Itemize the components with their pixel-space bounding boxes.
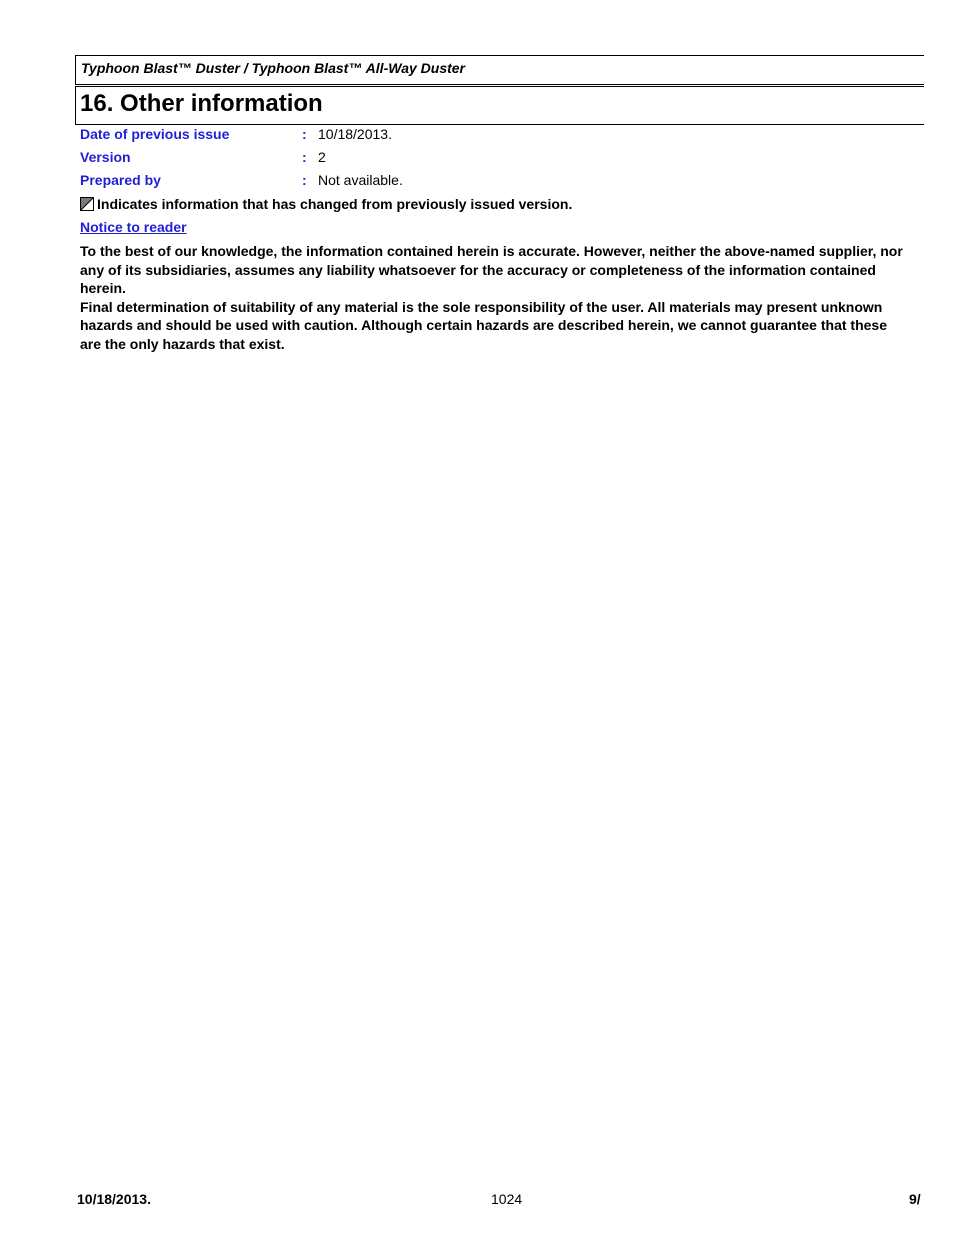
field-label: Prepared by — [80, 172, 161, 188]
product-header — [75, 55, 924, 85]
section-heading: 16. Other information — [80, 90, 323, 117]
footer-date: 10/18/2013. — [77, 1191, 151, 1207]
change-note — [80, 196, 572, 212]
section-title — [75, 86, 924, 125]
notice-to-reader-link[interactable]: Notice to reader — [80, 219, 187, 235]
product-name: Typhoon Blast™ Duster / Typhoon Blast™ All-Way Duster — [81, 60, 465, 76]
field-value: 2 — [318, 149, 326, 165]
footer-code: 1024 — [491, 1191, 523, 1207]
field-value: 10/18/2013. — [318, 126, 392, 142]
change-note-text: Indicates information that has changed from previously issued version. — [97, 196, 573, 212]
field-colon: : — [302, 126, 307, 142]
change-marker-icon — [80, 197, 94, 211]
field-colon: : — [302, 172, 307, 188]
field-row-date-of-previous-issue — [80, 126, 920, 146]
field-colon: : — [302, 149, 307, 165]
notice-text — [80, 242, 906, 354]
field-label: Version — [80, 149, 131, 165]
field-label: Date of previous issue — [80, 126, 230, 142]
field-row-version — [80, 149, 920, 169]
field-row-prepared-by — [80, 172, 920, 192]
field-value: Not available. — [318, 172, 403, 188]
notice-paragraph: Final determination of suitability of any material is the sole responsibility of the user. All materials may present unknown hazards and should be used with caution. Although certain hazards are described herein, we cannot guarantee that these are the only hazards that exist. — [80, 298, 887, 352]
notice-paragraph: To the best of our knowledge, the information contained herein is accurate. However, neither the above-named supplier, nor any of its subsidiaries, assumes any liability whatsoever for the accuracy or completeness of the information contained herein. — [80, 243, 903, 297]
footer-page-number: 9/ — [909, 1191, 921, 1207]
